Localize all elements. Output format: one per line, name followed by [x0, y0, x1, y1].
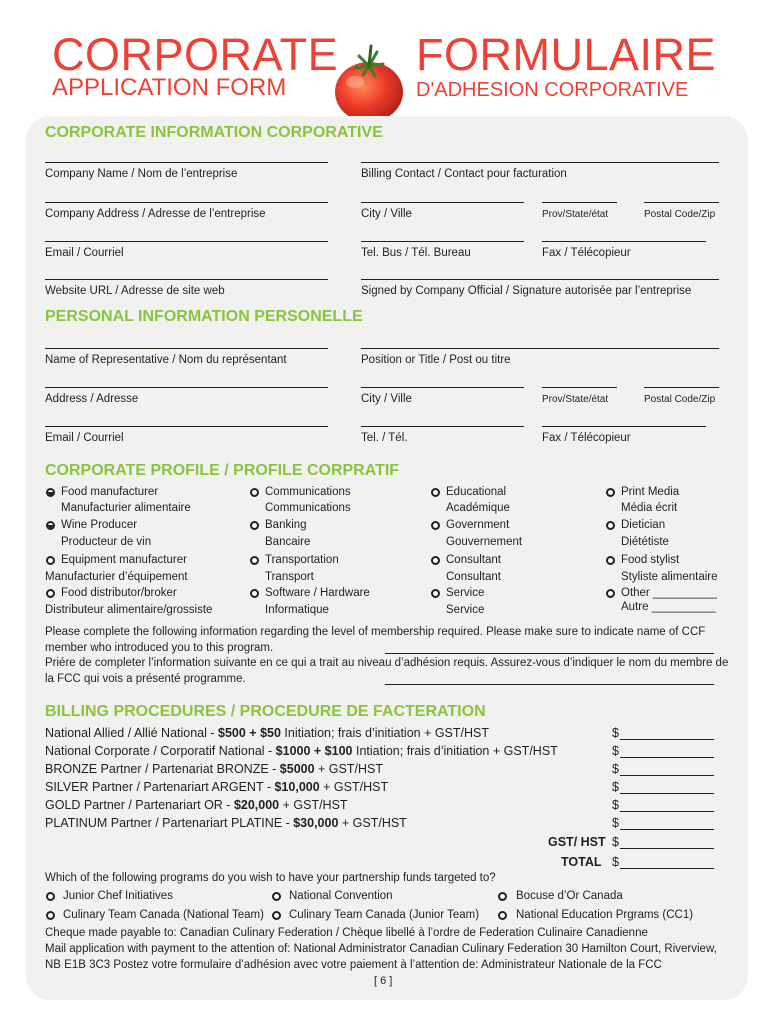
billing-row: PLATINUM Partner / Partenariart PLATINE - $30,000 + GST/HST	[45, 816, 407, 830]
tel-bus-field[interactable]	[361, 241, 524, 242]
amount-field-silver[interactable]	[620, 793, 714, 794]
title-en: CORPORATE	[52, 29, 339, 80]
opt-government-fr: Gouvernement	[446, 536, 523, 548]
rep-name-field[interactable]	[45, 348, 328, 349]
dollar-sign: $	[612, 762, 619, 776]
radio-ctc-junior[interactable]	[272, 911, 281, 920]
opt-other: Other __________	[621, 587, 717, 599]
city-field[interactable]	[361, 202, 524, 203]
mail-instructions-1: Mail application with payment to the attention of: National Administrator Canadian Culinary Federation 30 Hamilton Court, Riverview,	[45, 943, 717, 955]
rep-tel-field[interactable]	[361, 426, 524, 427]
billing-row: GOLD Partner / Partenariart OR - $20,000 + GST/HST	[45, 798, 348, 812]
dollar-sign: $	[612, 835, 619, 849]
billing-contact-field[interactable]	[361, 162, 719, 163]
radio-service[interactable]	[431, 589, 440, 598]
amount-field-bronze[interactable]	[620, 775, 714, 776]
dollar-sign: $	[612, 855, 619, 869]
cheque-instructions: Cheque made payable to: Canadian Culinary Federation / Chèque libellé à l’ordre de Federation Culinaire Canadienne	[45, 927, 648, 939]
section-billing: BILLING PROCEDURES / PROCEDURE DE FACTERATION	[45, 703, 486, 720]
radio-equipment-manufacturer[interactable]	[46, 556, 55, 565]
radio-software-hardware[interactable]	[250, 589, 259, 598]
opt-communications: Communications	[265, 486, 351, 498]
title-fr: FORMULAIRE	[416, 29, 717, 80]
radio-national-convention[interactable]	[272, 892, 281, 901]
amount-field-platinum[interactable]	[620, 829, 714, 830]
opt-food-manufacturer-fr: Manufacturier alimentaire	[61, 502, 191, 514]
amount-field-gst[interactable]	[620, 848, 714, 849]
address-label: Address / Adresse	[45, 393, 139, 405]
opt-banking: Banking	[265, 519, 307, 531]
membership-note-en-2: member who introduced you to this program.	[45, 642, 274, 654]
section-personal-info: PERSONAL INFORMATION PERSONELLE	[45, 308, 363, 325]
opt-banking-fr: Bancaire	[265, 536, 311, 548]
billing-row: National Corporate / Corporatif National - $1000 + $100 Intiation; frais d’initiation + GST/HST	[45, 744, 558, 758]
section-corporate-profile: CORPORATE PROFILE / PROFILE CORPRATIF	[45, 462, 400, 479]
amount-field-total[interactable]	[620, 868, 714, 869]
postal-field[interactable]	[644, 202, 719, 203]
membership-note-fr-1: Priére de completer l’information suivante en ce qui a trait au niveau d’adhésion requis. Assurez-vous d’indiquer le nom du membre de	[45, 657, 729, 669]
rep-prov-field[interactable]	[542, 387, 617, 388]
postal-label: Postal Code/Zip	[644, 209, 716, 220]
amount-field-corporate[interactable]	[620, 757, 714, 758]
opt-other-fr: Autre __________	[621, 601, 716, 613]
opt-food-stylist: Food stylist	[621, 554, 680, 566]
radio-government[interactable]	[431, 521, 440, 530]
opt-equipment-manufacturer: Equipment manufacturer	[61, 554, 187, 566]
email-label: Email / Courriel	[45, 247, 124, 259]
radio-wine-producer[interactable]	[46, 521, 55, 530]
company-address-label: Company Address / Adresse de l’entreprise	[45, 208, 266, 220]
billing-row: BRONZE Partner / Partenariat BRONZE - $5000 + GST/HST	[45, 762, 383, 776]
opt-food-distributor-fr: Distributeur alimentaire/grossiste	[45, 604, 213, 616]
opt-consultant-fr: Consultant	[446, 571, 501, 583]
opt-educational-fr: Académique	[446, 502, 510, 514]
opt-service: Service	[446, 587, 485, 599]
signature-field[interactable]	[361, 279, 719, 280]
radio-food-distributor[interactable]	[46, 589, 55, 598]
radio-communications[interactable]	[250, 488, 259, 497]
section-corporate-info: CORPORATE INFORMATION CORPORATIVE	[45, 124, 383, 141]
company-address-field[interactable]	[45, 202, 328, 203]
opt-service-fr: Service	[446, 604, 485, 616]
opt-equipment-manufacturer-fr: Manufacturier d’équipement	[45, 571, 188, 583]
radio-food-manufacturer[interactable]	[46, 488, 55, 497]
opt-educational: Educational	[446, 486, 507, 498]
membership-note-en-1: Please complete the following information regarding the level of membership required. Please make sure to indicate name of CCF	[45, 626, 706, 638]
program-junior-chef: Junior Chef Initiatives	[63, 890, 173, 902]
signature-label: Signed by Company Official / Signature autorisée par l’entreprise	[361, 285, 692, 297]
radio-food-stylist[interactable]	[606, 556, 615, 565]
radio-ctc-national[interactable]	[46, 911, 55, 920]
fcc-member-name-field[interactable]	[385, 684, 714, 685]
rep-city-label: City / Ville	[361, 393, 412, 405]
prov-field[interactable]	[542, 202, 617, 203]
opt-food-manufacturer: Food manufacturer	[61, 486, 159, 498]
page-number: [ 6 ]	[374, 975, 393, 987]
amount-field-gold[interactable]	[620, 811, 714, 812]
opt-dietician-fr: Diététiste	[621, 536, 669, 548]
rep-prov-label: Prov/State/état	[542, 394, 609, 405]
program-ctc-junior: Culinary Team Canada (Junior Team)	[289, 909, 480, 921]
tomato-icon	[325, 42, 409, 126]
radio-print-media[interactable]	[606, 488, 615, 497]
radio-educational[interactable]	[431, 488, 440, 497]
fax-field[interactable]	[542, 241, 706, 242]
program-bocuse: Bocuse d’Or Canada	[516, 890, 623, 902]
program-national-education: National Education Prgrams (CC1)	[516, 909, 694, 921]
billing-contact-label: Billing Contact / Contact pour facturation	[361, 168, 567, 180]
tel-bus-label: Tel. Bus / Tél. Bureau	[361, 247, 471, 259]
opt-food-distributor: Food distributor/broker	[61, 587, 177, 599]
program-ctc-national: Culinary Team Canada (National Team)	[63, 909, 264, 921]
radio-banking[interactable]	[250, 521, 259, 530]
fax-label: Fax / Télécopieur	[542, 247, 631, 259]
opt-consultant: Consultant	[446, 554, 501, 566]
gst-label: GST/ HST	[548, 835, 606, 849]
company-name-field[interactable]	[45, 162, 328, 163]
opt-wine-producer: Wine Producer	[61, 519, 138, 531]
company-name-label: Company Name / Nom de l’entreprise	[45, 168, 238, 180]
address-field[interactable]	[45, 387, 328, 388]
rep-tel-label: Tel. / Tél.	[361, 432, 408, 444]
subtitle-fr: D'ADHESION CORPORATIVE	[416, 79, 689, 101]
opt-print-media: Print Media	[621, 486, 680, 498]
opt-government: Government	[446, 519, 510, 531]
radio-transportation[interactable]	[250, 556, 259, 565]
rep-fax-field[interactable]	[542, 426, 706, 427]
amount-field-allied[interactable]	[620, 739, 714, 740]
opt-software-hardware-fr: Informatique	[265, 604, 329, 616]
dollar-sign: $	[612, 798, 619, 812]
opt-wine-producer-fr: Producteur de vin	[61, 536, 152, 548]
dollar-sign: $	[612, 726, 619, 740]
billing-row: National Allied / Allié National - $500 + $50 Initiation; frais d’initiation + GST/HST	[45, 726, 490, 740]
opt-software-hardware: Software / Hardware	[265, 587, 370, 599]
billing-row: SILVER Partner / Partenariart ARGENT - $10,000 + GST/HST	[45, 780, 389, 794]
program-national-convention: National Convention	[289, 890, 393, 902]
rep-postal-field[interactable]	[644, 387, 719, 388]
rep-city-field[interactable]	[361, 387, 524, 388]
rep-name-label: Name of Representative / Nom du représentant	[45, 354, 287, 366]
radio-other[interactable]	[606, 589, 615, 598]
city-label: City / Ville	[361, 208, 412, 220]
position-label: Position or Title / Post ou titre	[361, 354, 511, 366]
programs-question: Which of the following programs do you wish to have your partnership funds targeted to?	[45, 872, 496, 884]
opt-print-media-fr: Média écrit	[621, 502, 678, 514]
radio-national-education[interactable]	[498, 911, 507, 920]
rep-email-label: Email / Courriel	[45, 432, 124, 444]
opt-dietician: Dietician	[621, 519, 666, 531]
rep-postal-label: Postal Code/Zip	[644, 394, 716, 405]
radio-consultant[interactable]	[431, 556, 440, 565]
opt-transportation: Transportation	[265, 554, 339, 566]
radio-dietician[interactable]	[606, 521, 615, 530]
rep-fax-label: Fax / Télécopieur	[542, 432, 631, 444]
radio-junior-chef[interactable]	[46, 892, 55, 901]
rep-email-field[interactable]	[45, 426, 328, 427]
dollar-sign: $	[612, 816, 619, 830]
mail-instructions-2: NB E1B 3C3 Postez votre formulaire d’adhésion avec votre paiement à l’attention de: Administrateur Nationale de la FCC	[45, 959, 662, 971]
opt-food-stylist-fr: Styliste alimentaire	[621, 571, 718, 583]
radio-bocuse[interactable]	[498, 892, 507, 901]
membership-note-fr-2: la FCC qui vois a présenté programme.	[45, 673, 246, 685]
subtitle-en: APPLICATION FORM	[52, 74, 287, 101]
website-field[interactable]	[45, 279, 328, 280]
website-label: Website URL / Adresse de site web	[45, 285, 225, 297]
opt-transportation-fr: Transport	[265, 571, 314, 583]
opt-communications-fr: Communications	[265, 502, 351, 514]
prov-label: Prov/State/état	[542, 209, 609, 220]
total-label: TOTAL	[561, 855, 602, 869]
dollar-sign: $	[612, 744, 619, 758]
position-field[interactable]	[361, 348, 719, 349]
dollar-sign: $	[612, 780, 619, 794]
email-field[interactable]	[45, 241, 328, 242]
ccf-member-name-field[interactable]	[385, 653, 714, 654]
